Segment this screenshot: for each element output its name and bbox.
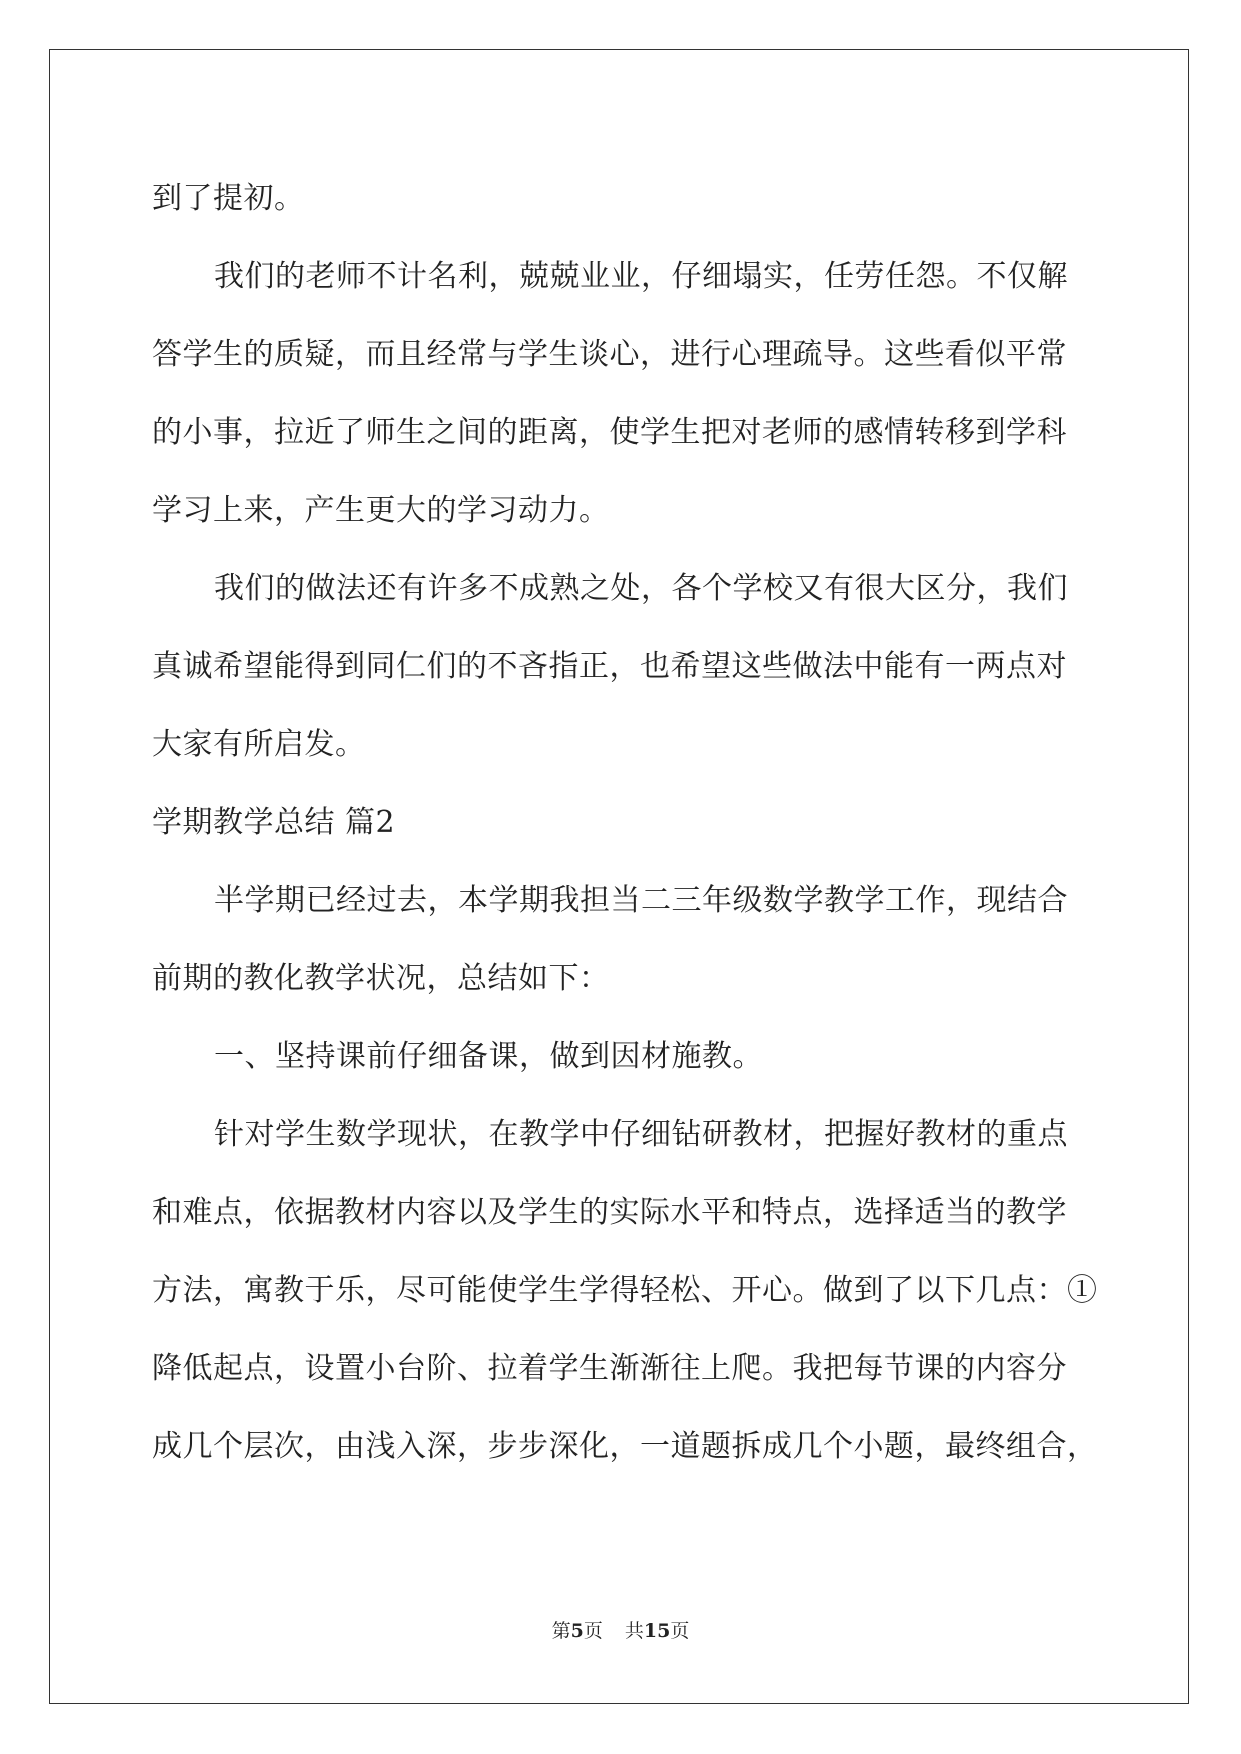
- text-line: 我们的老师不计名利，兢兢业业，仔细塌实，任劳任怨。不仅解: [214, 259, 1068, 294]
- text-line: 成几个层次，由浅入深，步步深化，一道题拆成几个小题，最终组合，: [152, 1429, 1098, 1464]
- footer-page-suffix: 页: [583, 1620, 603, 1642]
- text-line: 答学生的质疑，而且经常与学生谈心，进行心理疏导。这些看似平常: [152, 337, 1067, 372]
- text-line: 真诚希望能得到同仁们的不吝指正，也希望这些做法中能有一两点对: [152, 649, 1067, 684]
- footer-prefix: 第: [551, 1620, 571, 1642]
- current-page-number: 5: [570, 1620, 584, 1642]
- text-line: 到了提初。: [152, 181, 305, 216]
- text-line: 和难点，依据教材内容以及学生的实际水平和特点，选择适当的教学: [152, 1195, 1067, 1230]
- page-footer: [0, 1619, 1241, 1643]
- document-body: [152, 160, 1098, 1486]
- text-line: 半学期已经过去，本学期我担当二三年级数学教学工作，现结合: [214, 883, 1068, 918]
- text-line: 降低起点，设置小台阶、拉着学生渐渐往上爬。我把每节课的内容分: [152, 1351, 1067, 1386]
- section-heading: 学期教学总结 篇2: [152, 805, 396, 840]
- text-line: 前期的教化教学状况，总结如下：: [152, 961, 610, 996]
- footer-total-suffix: 页: [670, 1620, 690, 1642]
- footer-total-prefix: 共: [624, 1620, 644, 1642]
- text-line: 大家有所启发。: [152, 727, 366, 762]
- text-line: 方法，寓教于乐，尽可能使学生学得轻松、开心。做到了以下几点：①: [152, 1273, 1098, 1308]
- text-line: 的小事，拉近了师生之间的距离，使学生把对老师的感情转移到学科: [152, 415, 1067, 450]
- text-line: 一、坚持课前仔细备课，做到因材施教。: [214, 1039, 763, 1074]
- text-line: 我们的做法还有许多不成熟之处，各个学校又有很大区分，我们: [214, 571, 1068, 606]
- total-page-count: 15: [643, 1620, 671, 1642]
- text-line: 学习上来，产生更大的学习动力。: [152, 493, 610, 528]
- text-line: 针对学生数学现状，在教学中仔细钻研教材，把握好教材的重点: [214, 1117, 1068, 1152]
